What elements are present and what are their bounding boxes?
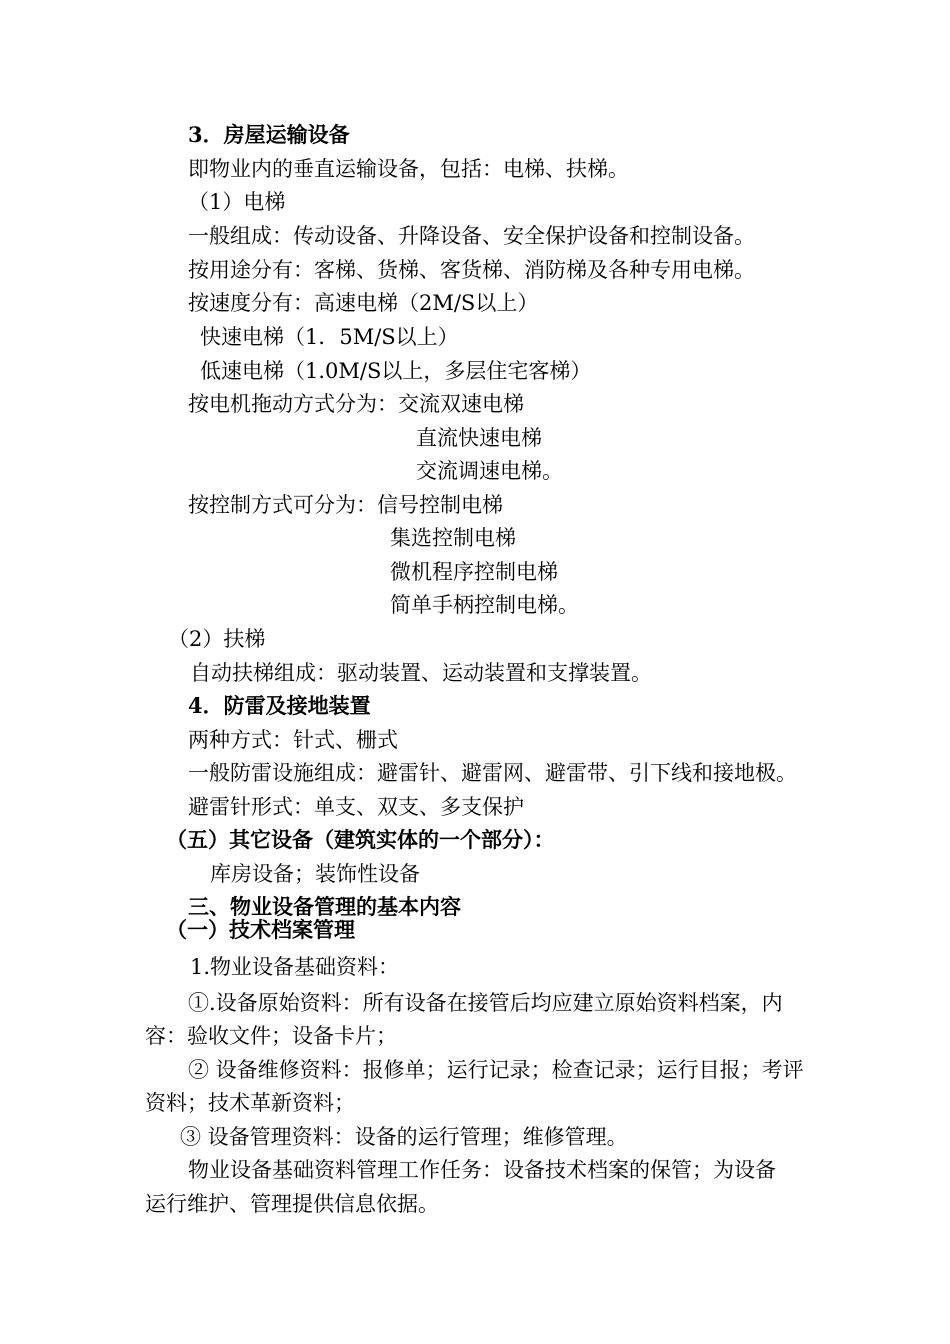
- subsection-heading: （2）扶梯: [168, 627, 266, 651]
- text-line: ①.设备原始资料：所有设备在接管后均应建立原始资料档案，内: [188, 991, 783, 1015]
- text-line: ② 设备维修资料：报修单；运行记录；检查记录；运行目报；考评: [188, 1058, 804, 1082]
- text-line: 快速电梯（1．5M/S以上）: [200, 325, 459, 349]
- section-heading: 3．房屋运输设备: [188, 122, 350, 147]
- section-heading: （五）其它设备（建筑实体的一个部分）：: [166, 827, 555, 852]
- text-line: 按电机拖动方式分为：交流双速电梯: [188, 392, 524, 416]
- text-line: 避雷针形式：单支、双支、多支保护: [188, 795, 524, 819]
- text-line: 运行维护、管理提供信息依据。: [145, 1192, 439, 1216]
- text-line: 资料；技术革新资料；: [145, 1091, 355, 1115]
- text-line: 两种方式：针式、栅式: [188, 728, 398, 752]
- text-line: 自动扶梯组成：驱动装置、运动装置和支撑装置。: [190, 661, 652, 685]
- text-line: 按用途分有：客梯、货梯、客货梯、消防梯及各种专用电梯。: [188, 258, 755, 282]
- subsection-heading: （1）电梯: [188, 190, 286, 214]
- text-line: 按速度分有：高速电梯（2M/S以上）: [188, 291, 539, 315]
- text-line: 库房设备；装饰性设备: [210, 862, 420, 886]
- section-heading: 4．防雷及接地装置: [188, 693, 371, 718]
- text-line: 简单手柄控制电梯。: [390, 593, 579, 617]
- text-line: 一般防雷设施组成：避雷针、避雷网、避雷带、引下线和接地极。: [188, 761, 797, 785]
- text-line: 低速电梯（1.0M/S以上，多层住宅客梯）: [200, 359, 592, 383]
- text-line: ③ 设备管理资料：设备的运行管理；维修管理。: [180, 1125, 628, 1149]
- text-line: 交流调速电梯。: [416, 459, 563, 483]
- text-line: 即物业内的垂直运输设备，包括：电梯、扶梯。: [188, 157, 629, 181]
- text-line: 容：验收文件；设备卡片；: [145, 1024, 397, 1048]
- chapter-heading: 三、物业设备管理的基本内容: [188, 894, 461, 919]
- section-heading: （一）技术档案管理: [166, 917, 355, 942]
- text-line: 一般组成：传动设备、升降设备、安全保护设备和控制设备。: [188, 224, 755, 248]
- text-line: 集选控制电梯: [390, 526, 516, 550]
- text-line: 1.物业设备基础资料：: [190, 955, 400, 979]
- text-line: 微机程序控制电梯: [390, 560, 558, 584]
- text-line: 物业设备基础资料管理工作任务：设备技术档案的保管；为设备: [188, 1158, 776, 1182]
- text-line: 按控制方式可分为：信号控制电梯: [188, 493, 503, 517]
- text-line: 直流快速电梯: [416, 426, 542, 450]
